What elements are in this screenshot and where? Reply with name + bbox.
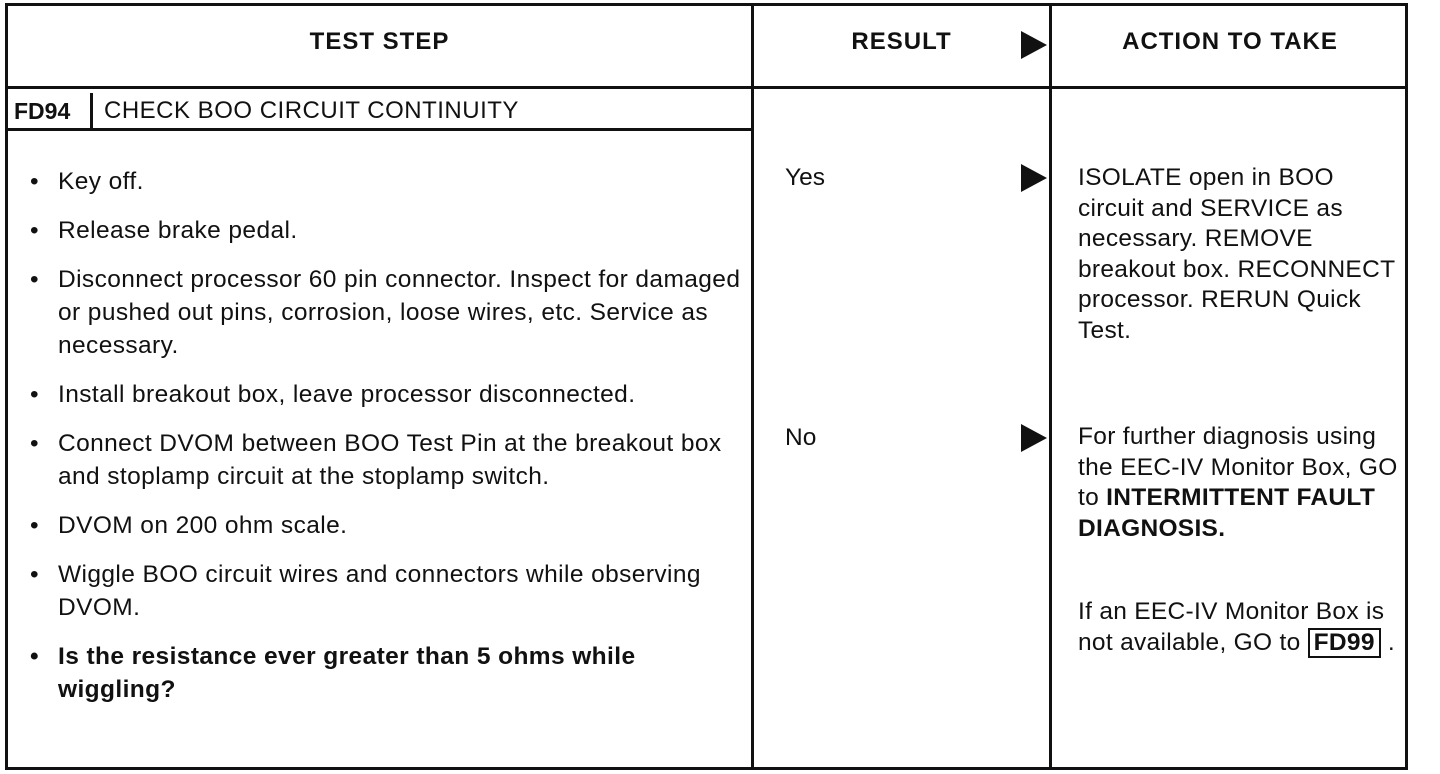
list-item: • Wiggle BOO circuit wires and connectors while observing DVOM. (30, 558, 742, 624)
step-title: CHECK BOO CIRCUIT CONTINUITY (104, 97, 519, 124)
list-item: • Disconnect processor 60 pin connector. Inspect for damaged or pushed out pins, corrosion, loose wires, etc. Service as necessary. (30, 263, 742, 362)
header-test-step: TEST STEP (309, 28, 450, 55)
action-no-intro: For further diagnosis using the EEC-IV Monitor Box, GO to (1078, 423, 1398, 511)
step-code-divider (90, 93, 93, 129)
action-no-alternate (1078, 597, 1398, 658)
action-no (1078, 422, 1398, 544)
test-step-list (30, 165, 742, 722)
header-arrow-icon (1021, 31, 1047, 59)
action-no-bold: INTERMITTENT FAULT DIAGNOSIS. (1078, 484, 1376, 542)
step-underline (5, 128, 752, 131)
list-item: • Connect DVOM between BOO Test Pin at the breakout box and stoplamp circuit at the stoplamp switch. (30, 427, 742, 493)
header-divider (5, 86, 1408, 89)
action-yes: ISOLATE open in BOO circuit and SERVICE as necessary. REMOVE breakout box. RECONNECT processor. RERUN Quick Test. (1078, 164, 1395, 344)
result-no: No (785, 424, 817, 451)
list-item: • Release brake pedal. (30, 214, 742, 247)
list-item: • Install breakout box, leave processor disconnected. (30, 378, 742, 411)
step-code: FD94 (14, 98, 71, 124)
header-result: RESULT (851, 28, 952, 55)
yes-arrow-icon (1021, 164, 1047, 192)
action-no-alt-text: If an EEC-IV Monitor Box is not available, GO to (1078, 598, 1385, 656)
action-no-end: . (1387, 628, 1395, 656)
question-item: • Is the resistance ever greater than 5 ohms while wiggling? (30, 640, 742, 706)
list-item: • DVOM on 200 ohm scale. (30, 509, 742, 542)
header-action: ACTION TO TAKE (1122, 28, 1338, 55)
column-divider-2 (1049, 3, 1052, 770)
result-yes: Yes (785, 164, 825, 191)
step-header (8, 93, 752, 129)
list-item: • Key off. (30, 165, 742, 198)
no-arrow-icon (1021, 424, 1047, 452)
step-reference-fd99[interactable]: FD99 (1308, 628, 1381, 658)
